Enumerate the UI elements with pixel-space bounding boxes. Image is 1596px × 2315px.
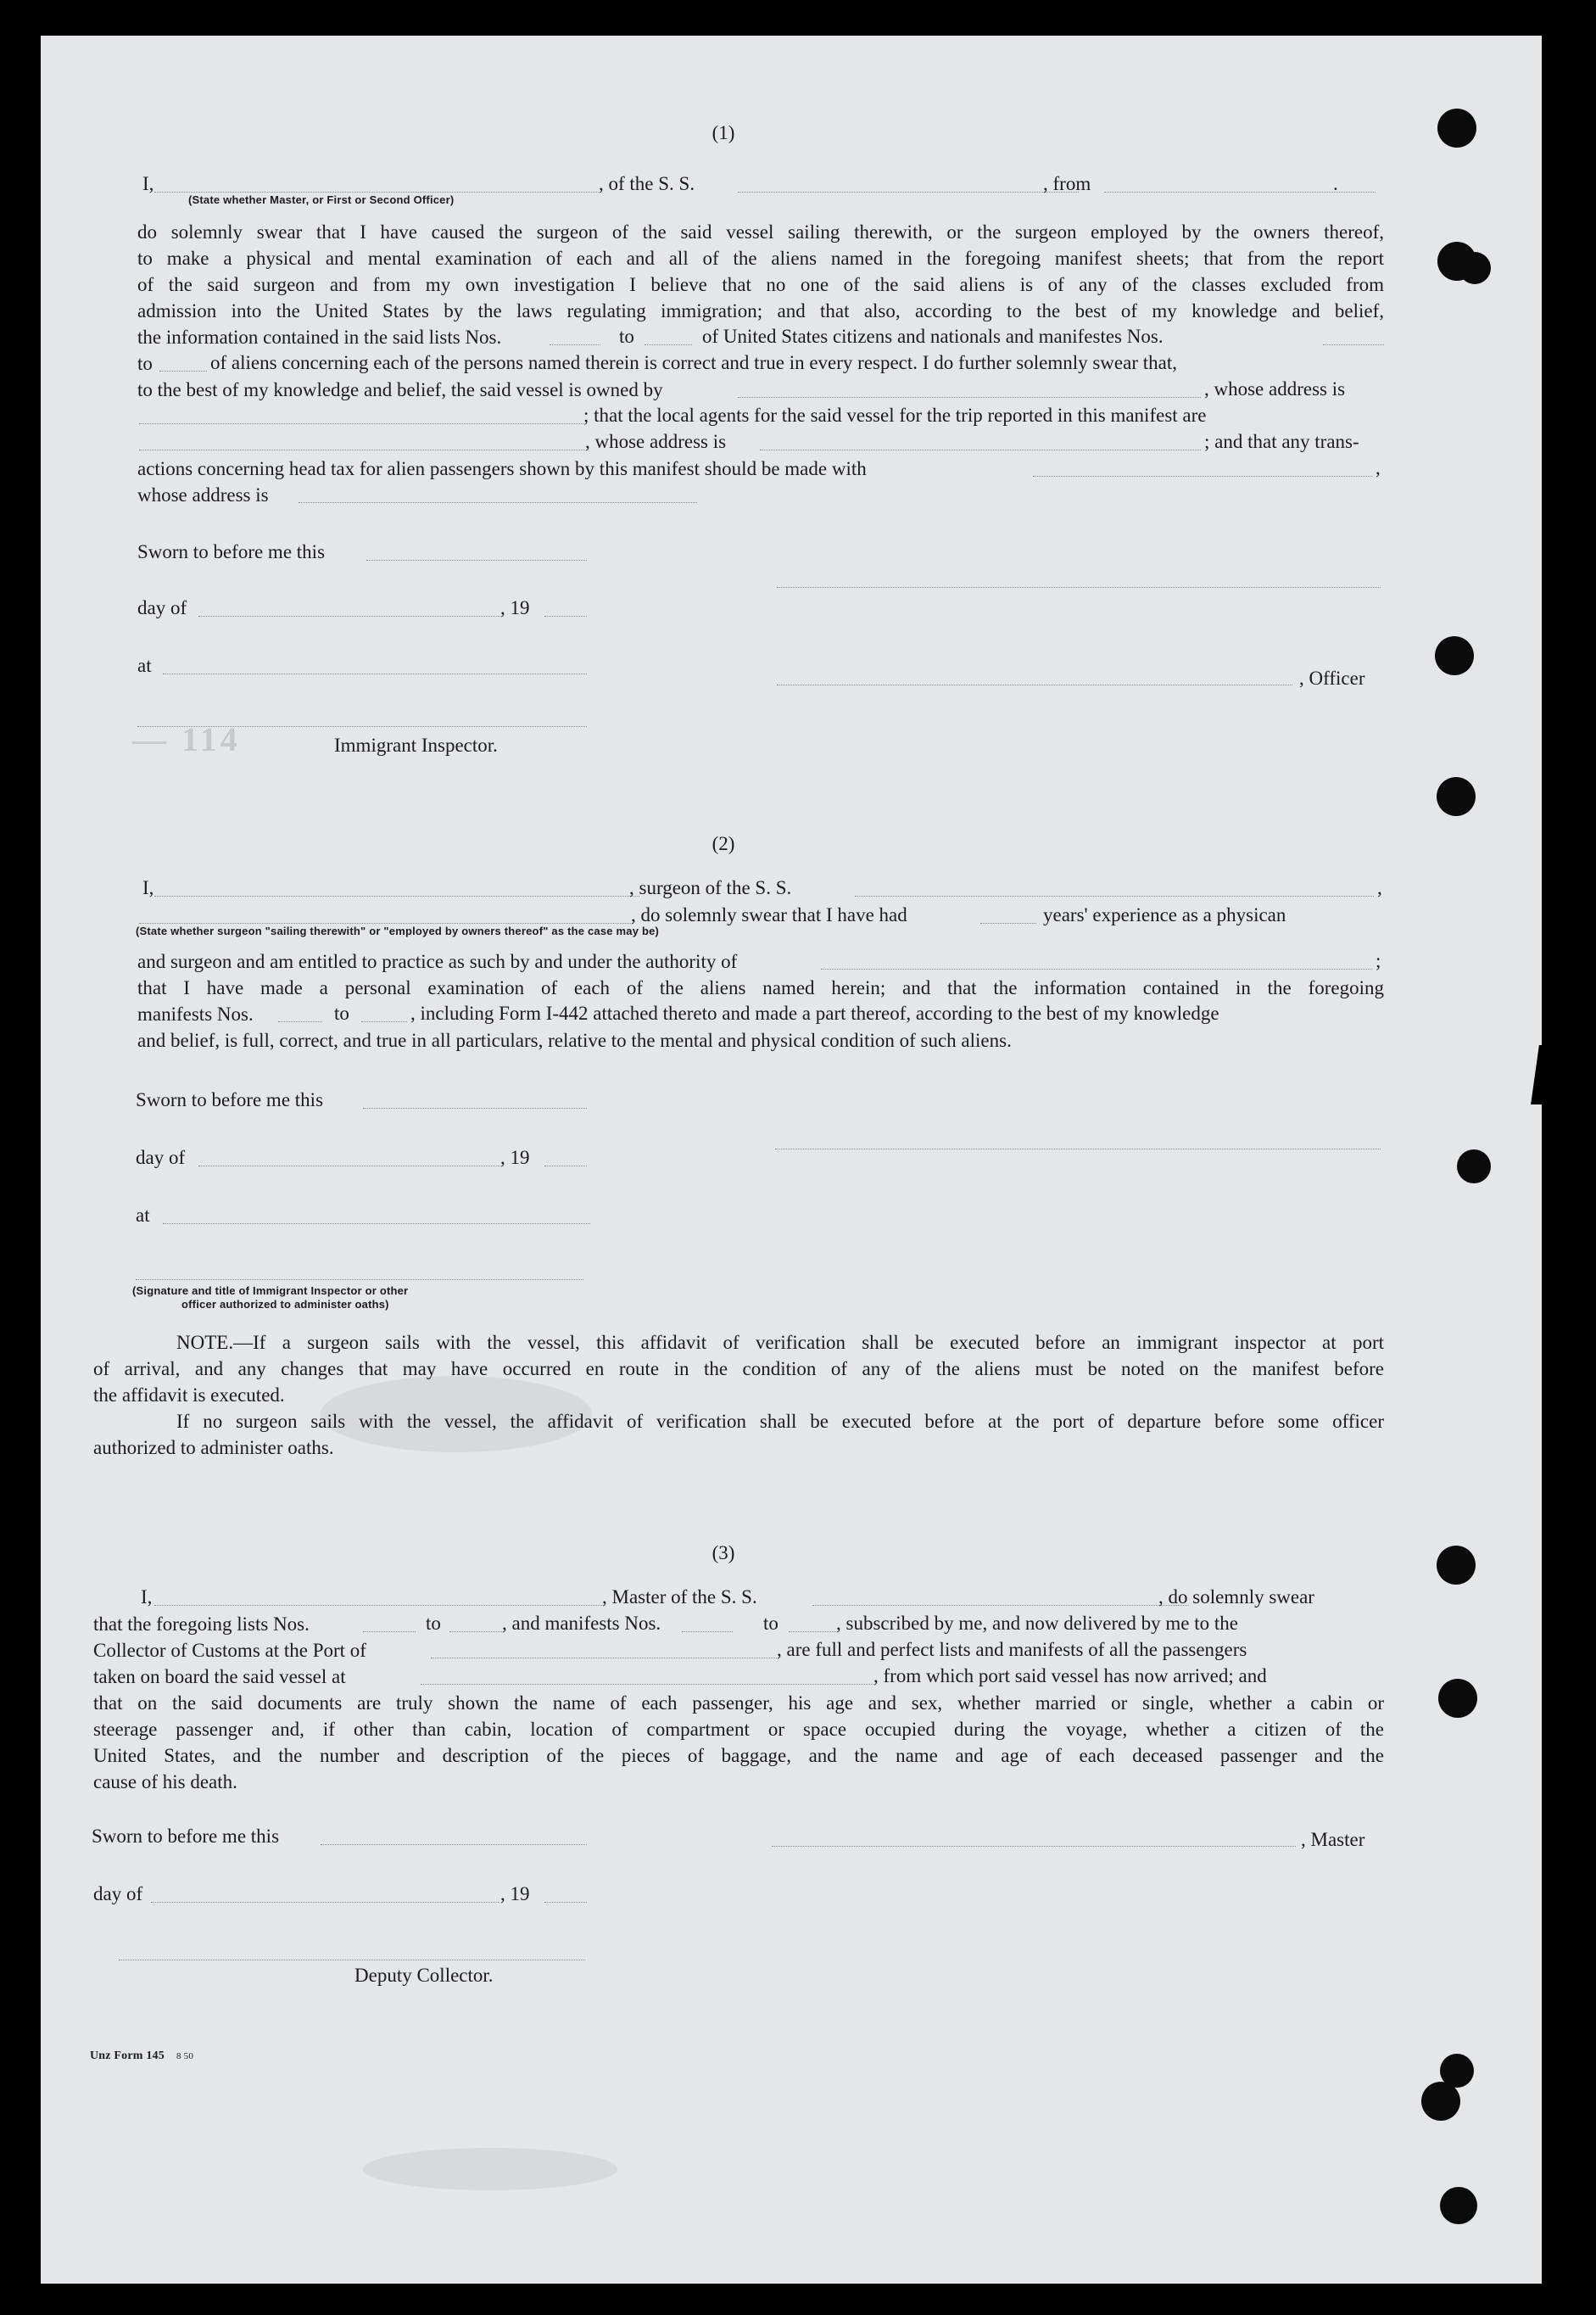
- s3-manifests-to-field[interactable]: [789, 1631, 836, 1632]
- page-tear: [1531, 1045, 1551, 1104]
- s1-text: , whose address is: [585, 431, 727, 452]
- s1-dayof-label: day of: [137, 597, 187, 618]
- s1-body-line: do solemnly swear that I have caused the surgeon of the said vessel sailing therewith, or the surgeon employed by the owners thereof,: [137, 221, 1384, 243]
- s3-collector-label: Deputy Collector.: [354, 1965, 494, 1986]
- s1-text: ; and that any trans-: [1204, 431, 1359, 452]
- s3-text: to: [426, 1613, 441, 1634]
- s3-dayof-label: day of: [93, 1883, 143, 1904]
- s3-text: , and manifests Nos.: [502, 1613, 661, 1634]
- binder-hole: [1421, 2082, 1460, 2121]
- s1-inspector-label: Immigrant Inspector.: [334, 735, 498, 756]
- s2-signature-note: (Signature and title of Immigrant Inspector or other: [132, 1284, 409, 1297]
- s1-text: whose address is: [137, 484, 269, 506]
- s1-head-tax-address-field[interactable]: [299, 502, 697, 503]
- s1-text: actions concerning head tax for alien passengers shown by this manifest should be made with: [137, 458, 867, 479]
- binder-hole: [1437, 777, 1476, 816]
- s3-swear: , do solemnly swear: [1158, 1586, 1314, 1608]
- s3-taken-on-board-at-field[interactable]: [421, 1684, 873, 1685]
- s3-lists-from-field[interactable]: [363, 1631, 416, 1632]
- s1-i: I,: [142, 173, 154, 194]
- s2-note: the affidavit is executed.: [93, 1384, 285, 1406]
- s2-manifests-from-field[interactable]: [278, 1021, 322, 1022]
- s2-body-line: that I have made a personal examination of each of the aliens named herein; and that the information contained in the foregoing: [137, 977, 1384, 998]
- s2-text: , including Form I-442 attached thereto and made a part thereof, according to the best of my knowledge: [410, 1003, 1219, 1024]
- s1-body-line: to make a physical and mental examination of each and all of the aliens named in the foregoing manifest sheets; that from the report: [137, 248, 1384, 269]
- binder-hole: [1438, 1679, 1477, 1718]
- s1-day-field[interactable]: [198, 616, 500, 617]
- s3-master-name-field[interactable]: [154, 1605, 602, 1606]
- s1-officer-note: (State whether Master, or First or Second Officer): [188, 193, 455, 206]
- s1-sworn-label: Sworn to before me this: [137, 541, 326, 562]
- smudge: [363, 2148, 617, 2190]
- manifest-affidavit-page: [41, 36, 1542, 2284]
- s3-body-line: United States, and the number and description of the pieces of baggage, and the name and age of each deceased passenger and the: [93, 1745, 1384, 1766]
- s1-inspector-signature-field[interactable]: [137, 726, 587, 727]
- form-code: 8 50: [176, 2051, 194, 2061]
- s1-manifests-to-field[interactable]: [159, 371, 207, 372]
- s2-inspector-signature-field[interactable]: [136, 1279, 583, 1280]
- s2-note: of arrival, and any changes that may have occurred en route in the condition of any of the aliens must be noted on the manifest before: [93, 1358, 1384, 1379]
- s1-officer-signature-top-line[interactable]: [777, 587, 1381, 588]
- s3-body-line: steerage passenger and, if other than cabin, location of compartment or space occupied during the voyage, whether a citizen of the: [93, 1719, 1384, 1740]
- s3-text: to: [763, 1613, 778, 1634]
- s2-years-field[interactable]: [980, 923, 1036, 924]
- s1-owner-field[interactable]: [738, 397, 1201, 398]
- s2-sailing-status-field[interactable]: [139, 923, 631, 924]
- s2-sworn-label: Sworn to before me this: [136, 1089, 324, 1110]
- s2-text: to: [334, 1003, 349, 1024]
- s1-text: , whose address is: [1204, 378, 1346, 400]
- s3-text: , subscribed by me, and now delivered by me to the: [836, 1613, 1238, 1634]
- s2-sworn-date-field[interactable]: [363, 1108, 587, 1109]
- s3-sworn-label: Sworn to before me this: [92, 1826, 280, 1847]
- s1-body-line: admission into the United States by the laws regulating immigration; and that also, according to the best of my knowledge and belief,: [137, 300, 1384, 322]
- section-3-heading: (3): [712, 1542, 735, 1563]
- s2-text: ;: [1376, 950, 1381, 971]
- s2-note: NOTE.—If a surgeon sails with the vessel, this affidavit of verification shall be executed before an immigrant inspector at port: [176, 1332, 1384, 1353]
- s3-year-field[interactable]: [544, 1902, 587, 1903]
- s2-signature-note: officer authorized to administer oaths): [181, 1298, 389, 1311]
- s1-year-label: , 19: [500, 597, 530, 618]
- s3-year-label: , 19: [500, 1883, 530, 1904]
- s3-text: taken on board the said vessel at: [93, 1666, 346, 1687]
- s3-master-signature-field[interactable]: [772, 1846, 1296, 1847]
- s2-i: I,: [142, 877, 154, 898]
- binder-hole: [1457, 1149, 1491, 1183]
- s3-manifests-from-field[interactable]: [682, 1631, 733, 1632]
- s3-lists-to-field[interactable]: [449, 1631, 502, 1632]
- s2-year-label: , 19: [500, 1147, 530, 1168]
- s2-surgeon-name-field[interactable]: [154, 896, 639, 897]
- s1-period: .: [1333, 173, 1338, 194]
- binder-hole: [1437, 1546, 1476, 1585]
- s1-text: to: [137, 353, 153, 374]
- s1-text: to the best of my knowledge and belief, the said vessel is owned by: [137, 379, 663, 400]
- s1-sworn-date-field[interactable]: [366, 560, 587, 561]
- s2-place-field[interactable]: [163, 1223, 590, 1224]
- s1-text: of aliens concerning each of the persons named therein is correct and true in every respect. I do further solemnly swear that,: [210, 352, 1177, 373]
- s1-officer-name-field[interactable]: [154, 192, 599, 193]
- s3-body-line: cause of his death.: [93, 1771, 237, 1792]
- s2-ship-name-field[interactable]: [855, 896, 1374, 897]
- s3-sworn-date-field[interactable]: [321, 1844, 587, 1845]
- s1-lists-to-field[interactable]: [645, 344, 692, 345]
- s3-i: I,: [141, 1586, 153, 1608]
- form-number: Unz Form 145: [90, 2049, 165, 2062]
- s1-text: ,: [1376, 457, 1381, 478]
- s2-comma: ,: [1377, 877, 1382, 898]
- s1-owner-address-field[interactable]: [139, 423, 583, 424]
- s2-surgeon-note: (State whether surgeon "sailing therewith" or "employed by owners thereof" as the case may be): [136, 925, 660, 937]
- s3-text: that the foregoing lists Nos.: [93, 1613, 310, 1635]
- s1-officer-label: , Officer: [1299, 668, 1365, 689]
- section-2-heading: (2): [712, 833, 735, 854]
- s3-text: Collector of Customs at the Port of: [93, 1640, 366, 1661]
- s1-manifests-from-field[interactable]: [1323, 344, 1384, 345]
- s1-ship-name-field[interactable]: [738, 192, 1079, 193]
- s3-master-of-ss: , Master of the S. S.: [602, 1586, 757, 1608]
- s3-day-field[interactable]: [151, 1902, 499, 1903]
- s1-from: , from: [1043, 173, 1091, 194]
- binder-hole: [1440, 2187, 1477, 2224]
- s1-text: to: [619, 326, 634, 347]
- s2-dayof-label: day of: [136, 1147, 186, 1168]
- s1-lists-from-field[interactable]: [550, 344, 600, 345]
- s1-year-field[interactable]: [544, 616, 587, 617]
- s1-head-tax-field[interactable]: [1033, 476, 1372, 477]
- s1-text: of United States citizens and nationals and manifestes Nos.: [702, 326, 1164, 347]
- section-1-heading: (1): [712, 122, 735, 143]
- binder-hole: [1459, 252, 1491, 284]
- s2-surgeon-of-ss: , surgeon of the S. S.: [629, 877, 792, 898]
- s2-text: manifests Nos.: [137, 1004, 254, 1025]
- s1-of-ss: , of the S. S.: [599, 173, 695, 194]
- s2-text: , do solemnly swear that I have had: [631, 904, 907, 925]
- s3-text: , from which port said vessel has now arrived; and: [873, 1665, 1267, 1686]
- s2-note: authorized to administer oaths.: [93, 1437, 334, 1458]
- s3-ship-name-field[interactable]: [812, 1605, 1189, 1606]
- s1-body-line: of the said surgeon and from my own investigation I believe that no one of the said aliens is of any of the classes excluded from: [137, 274, 1384, 295]
- s1-at-label: at: [137, 655, 152, 676]
- s2-note: If no surgeon sails with the vessel, the affidavit of verification shall be executed before at the port of departure before some officer: [176, 1411, 1384, 1432]
- s2-at-label: at: [136, 1205, 150, 1226]
- s3-body-line: that on the said documents are truly shown the name of each passenger, his age and sex, whether married or single, whether a cabin or: [93, 1692, 1384, 1714]
- s2-text: years' experience as a physican: [1043, 904, 1286, 925]
- s2-text: and surgeon and am entitled to practice as such by and under the authority of: [137, 951, 738, 972]
- binder-hole: [1435, 636, 1474, 675]
- s1-text: ; that the local agents for the said vessel for the trip reported in this manifest are: [583, 405, 1207, 426]
- s1-text: the information contained in the said lists Nos.: [137, 327, 502, 348]
- binder-hole: [1437, 109, 1476, 148]
- s2-authority-field[interactable]: [821, 969, 1372, 970]
- s2-text: and belief, is full, correct, and true in all particulars, relative to the mental and physical condition of such aliens.: [137, 1030, 1012, 1051]
- s3-text: , are full and perfect lists and manifests of all the passengers: [777, 1639, 1247, 1660]
- s3-master-label: , Master: [1301, 1829, 1365, 1850]
- s2-manifests-to-field[interactable]: [361, 1021, 407, 1022]
- bleed-through-mark: — 114: [132, 720, 241, 758]
